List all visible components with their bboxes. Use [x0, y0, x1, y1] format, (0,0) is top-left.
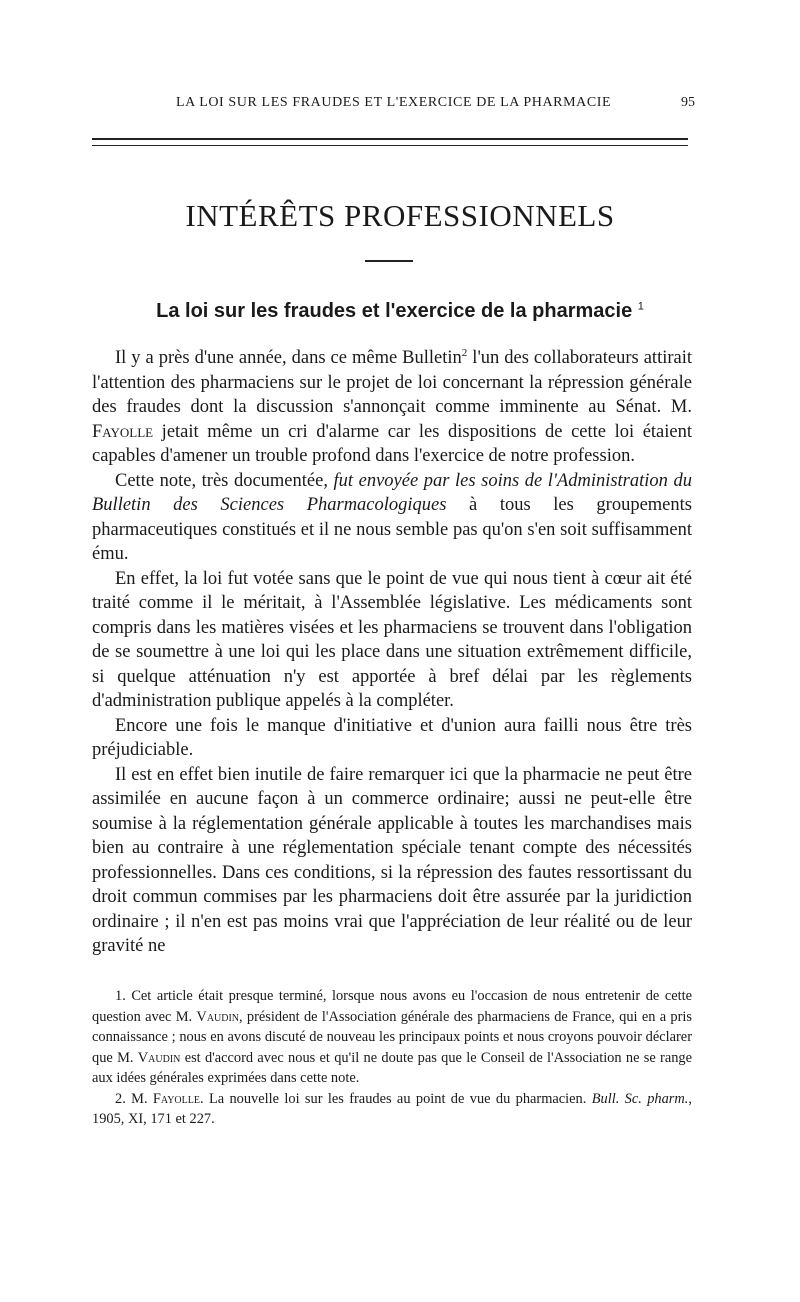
paragraph-2-italic: fut envoyée par les soins de l'Administration du Bulletin des Sciences Pharmacologiques — [92, 470, 692, 515]
footnote-1 — [92, 986, 692, 1089]
footnote-1-name-2: Vaudin — [137, 1049, 181, 1066]
footnote-ref-1: 1 — [637, 300, 644, 313]
footnote-2-name: Fayolle — [152, 1090, 200, 1107]
footnote-1-name: Vaudin — [196, 1008, 240, 1025]
article-title-text: La loi sur les fraudes et l'exercice de la pharmacie — [156, 300, 633, 322]
footnote-2-text-b: . La nouvelle loi sur les fraudes au point de vue du pharmacien. — [199, 1090, 592, 1107]
section-divider — [365, 260, 413, 262]
paragraph-2-text-b: à tous les groupements pharmaceutiques constitués et il ne nous semble pas qu'on s'en soit suffisamment ému. — [92, 495, 692, 564]
paragraph-4: Encore une fois le manque d'initiative et d'union aura failli nous être très préjudiciable. — [92, 715, 692, 760]
paragraph-1-text-c: jetait même un cri d'alarme car les dispositions de cette loi étaient capables d'amener un trouble profond dans l'exercice de notre profession. — [92, 421, 692, 466]
running-title: LA LOI SUR LES FRAUDES ET L'EXERCICE DE LA PHARMACIE — [176, 95, 612, 110]
running-header — [150, 95, 695, 117]
footnote-2 — [92, 1089, 692, 1130]
paragraph-1-text-a: Il y a près d'une année, dans ce même Bulletin — [115, 348, 462, 368]
paragraph-5: Il est en effet bien inutile de faire remarquer ici que la pharmacie ne peut être assimilée en aucune façon à un commerce ordinaire; aussi ne peut-elle être soumise à la réglementation générale applicable à toutes les marchandises mais bien au contraire à une réglementation spéciale tenant compte des nécessités professionnelles. Dans ces conditions, si la répression des fautes ressortissant du droit commun commises par les pharmaciens doit être assurée par la juridiction ordinaire ; il n'en est pas moins vrai que l'appréciation de leur réalité ou de leur gravité ne — [92, 764, 692, 956]
paragraph-1-text-b: l'un des collaborateurs attirait l'attention des pharmaciens sur le projet de loi concernant la répression générale des fraudes dont la discussion s'annonçait comme imminente au Sénat. M. — [92, 348, 693, 417]
footnote-1-text-c: est d'accord avec nous et qu'il ne doute pas que le Conseil de l'Association ne se range aux idées générales exprimées dans cette note. — [92, 1049, 692, 1086]
header-rule-thick — [92, 138, 688, 140]
paragraph-1 — [92, 346, 692, 469]
author-name: Fayolle — [92, 421, 154, 442]
paragraph-2-text-a: Cette note, très documentée, — [115, 470, 334, 491]
article-body — [92, 346, 692, 959]
footnote-1-text-b: , président de l'Association générale des pharmaciens de France, qui en a pris connaissance ; nous en avons discuté de nouveau les principaux points et nous croyons pouvoir déclarer que M. — [92, 1008, 692, 1066]
footnote-2-text-a: 2. M. — [115, 1090, 153, 1107]
footnotes — [92, 986, 692, 1130]
footnote-ref-2: 2 — [461, 346, 468, 359]
page-number: 95 — [681, 95, 695, 110]
paragraph-3: En effet, la loi fut votée sans que le point de vue qui nous tient à cœur ait été traité comme il le méritait, à l'Assemblée législative. Les médicaments sont compris dans les matières visées et les pharmaciens se trouvent dans l'obligation de se soumettre à une loi qui les place dans une situation extrêmement difficile, si quelque atténuation n'y est apportée à bref délai par les règlements d'administration publique appelés à la compléter. — [92, 568, 692, 711]
article-title — [0, 300, 800, 323]
header-rule-thin — [92, 145, 688, 146]
footnote-1-text-a: 1. Cet article était presque terminé, lorsque nous avons eu l'occasion de nous entretenir de cette question avec M. — [92, 988, 692, 1025]
section-title: INTÉRÊTS PROFESSIONNELS — [185, 198, 615, 233]
footnote-2-journal: Bull. Sc. pharm. — [591, 1090, 689, 1107]
paragraph-2 — [92, 469, 692, 567]
footnote-2-text-c: , 1905, XI, 171 et 227. — [92, 1090, 692, 1127]
